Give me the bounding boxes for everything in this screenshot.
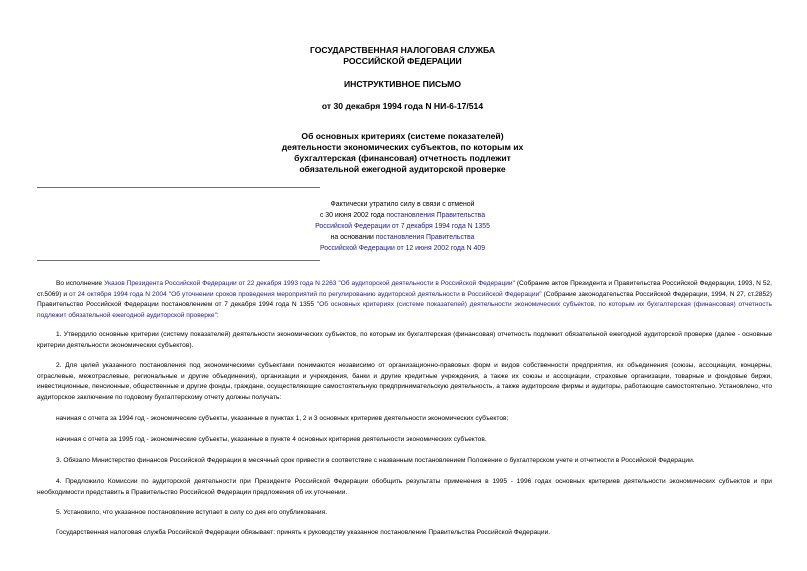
document-date-number: от 30 декабря 1994 года N НИ-6-17/514 xyxy=(321,101,484,111)
paragraph-2: 2. Для целей указанного постановления под экономическими субъектами понимаются независимо от организационно-правовых форм и видов собственности предприятия, их объединения (союзы, ассоциации, концерны, отраслевые, межотраслевые, региональные и другие объединения), организации и учреждения, банки и другие кредитные учреждения, а также их союзы и ассоциации, страховые организации, товарные и фондовые биржи, инвестиционные, пенсионные, общественные и другие фонды, граждане, осуществляющие самостоятельную предпринимательскую деятельность, а также аудиторские фирмы и аудиторы, работающие самостоятельно. Установлено, что аудиторское заключение по годовому бухгалтерскому отчету должны получать: xyxy=(37,362,772,402)
status-note-line1: Фактически утратило силу в связи с отменой xyxy=(330,201,475,208)
paragraph-6: Государственная налоговая служба Российской Федерации обязывает: принять к руководству указанное постановление Правительства Российской Федерации. xyxy=(56,529,551,536)
status-note-line4 xyxy=(205,232,600,243)
document-title-line3: бухгалтерская (финансовая) отчетность подлежит xyxy=(294,153,511,163)
paragraph-1: 1. Утвердило основные критерии (систему показателей) деятельности экономических субъектов, по которым их бухгалтерская (финансовая) отчетность подлежит обязательной ежегодной аудиторской проверке (далее - основные критерии деятельности экономических субъектов). xyxy=(37,331,772,349)
agency-name-line1: ГОСУДАРСТВЕННАЯ НАЛОГОВАЯ СЛУЖБА xyxy=(309,45,496,55)
paragraph-2b: начиная с отчета за 1995 год - экономические субъекты, указанные в пункте 4 основных критериев деятельности экономических субъектов. xyxy=(56,436,487,443)
link-decree-2263[interactable]: Указов Президента Российской Федерации от 22 декабря 1993 года N 2263 "Об аудиторской деятельности в Российской Федерации" xyxy=(104,280,515,287)
document-type: ИНСТРУКТИВНОЕ ПИСЬМО xyxy=(343,79,462,89)
document-title-line1: Об основных критериях (системе показателей) xyxy=(301,131,504,141)
document-title-line2: деятельности экономических субъектов, по которым их xyxy=(281,142,524,152)
intro-text-4: : xyxy=(216,312,219,320)
intro-text-3: (Собрание законодательства Российской Федерации, 1994, N 27, ст.2852) Правительство Российской Федерации постановлением от 7 декабря 1994 года N 1355 xyxy=(37,290,772,309)
link-resolution-1355-title[interactable]: "Об основных критериях (системе показателей) деятельности экономических субъектов, по которым их бухгалтерская (финансовая) отчетность подлежит обязательной ежегодной аудиторской проверке" xyxy=(37,301,772,320)
status-note-text: с 30 июня 2002 года xyxy=(319,212,387,219)
status-note-text-basis: на основании xyxy=(330,234,376,241)
link-decree-2004[interactable]: от 24 октября 1994 года N 2004 "Об уточнении сроков проведения мероприятий по регулированию аудиторской деятельности в Российской Федерации" xyxy=(69,290,542,298)
link-resolution-409-a[interactable]: постановления Правительства xyxy=(375,234,475,241)
link-resolution-1355-a[interactable]: постановления Правительства xyxy=(386,212,486,219)
agency-name-line2: РОССИЙСКОЙ ФЕДЕРАЦИИ xyxy=(343,56,462,66)
paragraph-4: 4. Предложило Комиссии по аудиторской деятельности при Президенте Российской Федерации обобщить результаты применения в 1995 - 1996 годах основных критериев деятельности экономических субъектов и при необходимости представить в Правительство Российской Федерации предложения об их уточнении. xyxy=(37,478,772,496)
link-resolution-1355-b[interactable]: Российской Федерации от 7 декабря 1994 года N 1355 xyxy=(315,223,490,230)
divider-top xyxy=(37,187,320,188)
intro-text-1: Во исполнение xyxy=(56,280,105,287)
paragraph-5: 5. Установило, что указанное постановление вступает в силу со дня его опубликования. xyxy=(56,509,328,516)
paragraph-3: 3. Обязало Министерство финансов Российской Федерации в месячный срок привести в соответствие с названным постановлением Положение о бухгалтерском учете и отчетности в Российской Федерации. xyxy=(56,457,695,464)
divider-bottom xyxy=(37,260,320,261)
status-note-line2 xyxy=(205,210,600,221)
link-resolution-409-b[interactable]: Российской Федерации от 12 июня 2002 года N 409 xyxy=(319,245,486,252)
document-title-line4: обязательной ежегодной аудиторской проверке xyxy=(299,164,506,174)
intro-paragraph xyxy=(37,279,772,322)
paragraph-2a: начиная с отчета за 1994 год - экономические субъекты, указанные в пунктах 1, 2 и 3 основных критериев деятельности экономических субъектов; xyxy=(56,415,509,422)
intro-text-2: (Собрание актов Президента и Правительства Российской Федерации, 1993, N 52, ст.5069) и xyxy=(37,280,772,298)
